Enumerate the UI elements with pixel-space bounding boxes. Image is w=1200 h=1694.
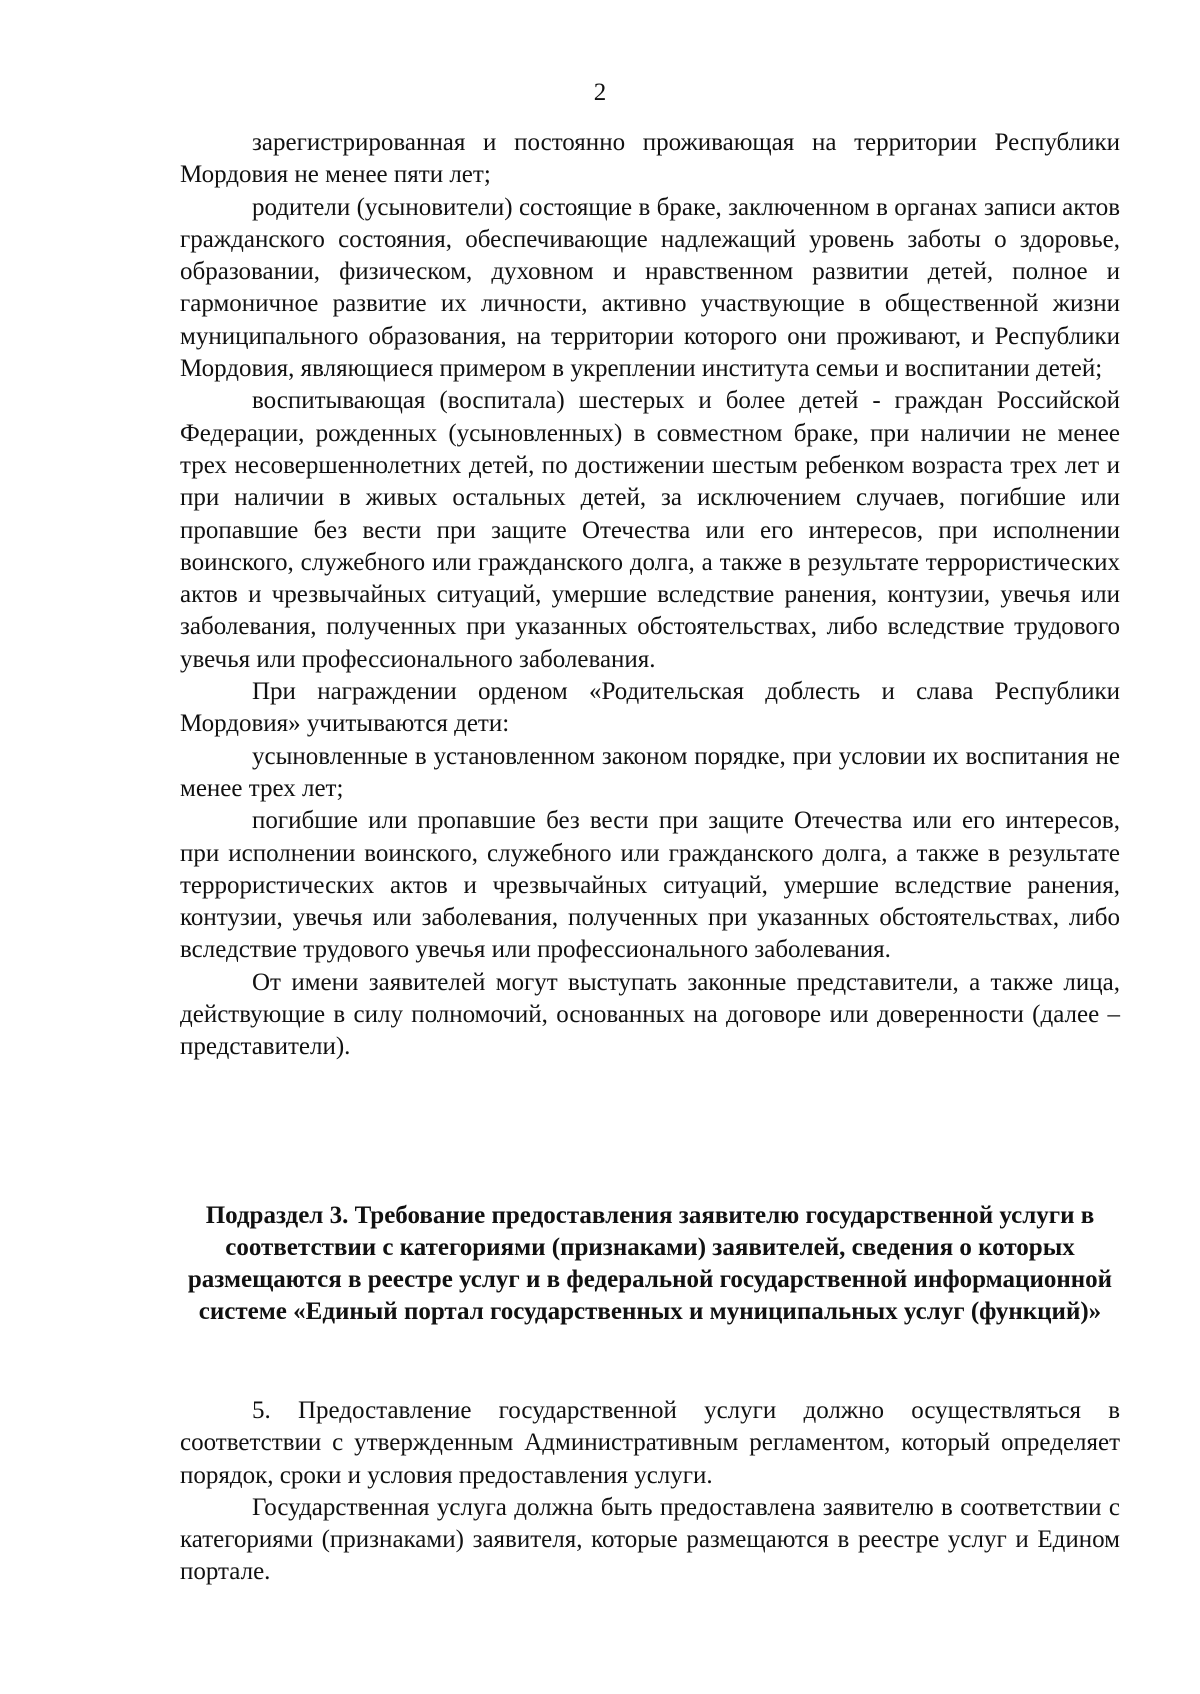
paragraph: От имени заявителей могут выступать законные представители, а также лица, действующие в силу полномочий, основанных на договоре или доверенности (далее – представители). bbox=[180, 968, 1120, 1061]
section-heading: Подраздел 3. Требование предоставления заявителю государственной услуги в соответствии с категориями (признаками) заявителей, сведения о которых размещаются в реестре услуг и в федеральной государственной информационной системе «Единый портал государственных и муниципальных услуг (функций)» bbox=[187, 1202, 1113, 1325]
paragraph: При награждении орденом «Родительская доблесть и слава Республики Мордовия» учитываются дети: bbox=[180, 678, 1120, 738]
paragraph: родители (усыновители) состоящие в браке, заключенном в органах записи актов гражданского состояния, обеспечивающие надлежащий уровень заботы о здоровье, образовании, физическом, духовном и нравственном развитии детей, полное и гармоничное развитие их личности, активно участвующие в общественной жизни муниципального образования, на территории которого они проживают, и Республики Мордовия, являющиеся примером в укреплении института семьи и воспитании детей; bbox=[180, 193, 1120, 383]
paragraph: Государственная услуга должна быть предоставлена заявителю в соответствии с категориями (признаками) заявителя, которые размещаются в реестре услуг и Едином портале. bbox=[180, 1493, 1120, 1586]
paragraph: 5. Предоставление государственной услуги должно осуществляться в соответствии с утвержденным Административным регламентом, который определяет порядок, сроки и условия предоставления услуги. bbox=[180, 1397, 1120, 1489]
paragraph: зарегистрированная и постоянно проживающая на территории Республики Мордовия не менее пяти лет; bbox=[180, 129, 1120, 189]
paragraph: воспитывающая (воспитала) шестерых и более детей - граждан Российской Федерации, рожденных (усыновленных) в совместном браке, при наличии не менее трех несовершеннолетних детей, по достижении шестым ребенком возраста трех лет и при наличии в живых остальных детей, за исключением случаев, погибшие или пропавшие без вести при защите Отечества или его интересов, при исполнении воинского, служебного или гражданского долга, а также в результате террористических актов и чрезвычайных ситуаций, умершие вследствие ранения, контузии, увечья или заболевания, полученных при указанных обстоятельствах, либо вследствие трудового увечья или профессионального заболевания. bbox=[180, 387, 1120, 673]
paragraph: усыновленные в установленном законом порядке, при условии их воспитания не менее трех лет; bbox=[180, 742, 1120, 802]
body-text-lower bbox=[180, 1395, 1120, 1589]
body-text-upper bbox=[180, 127, 1120, 1064]
page-number: 2 bbox=[593, 79, 607, 106]
paragraph: погибшие или пропавшие без вести при защите Отечества или его интересов, при исполнении воинского, служебного или гражданского долга, а также в результате террористических актов и чрезвычайных ситуаций, умершие вследствие ранения, контузии, увечья или заболевания, полученных при указанных обстоятельствах, либо вследствие трудового увечья или профессионального заболевания. bbox=[180, 807, 1120, 964]
